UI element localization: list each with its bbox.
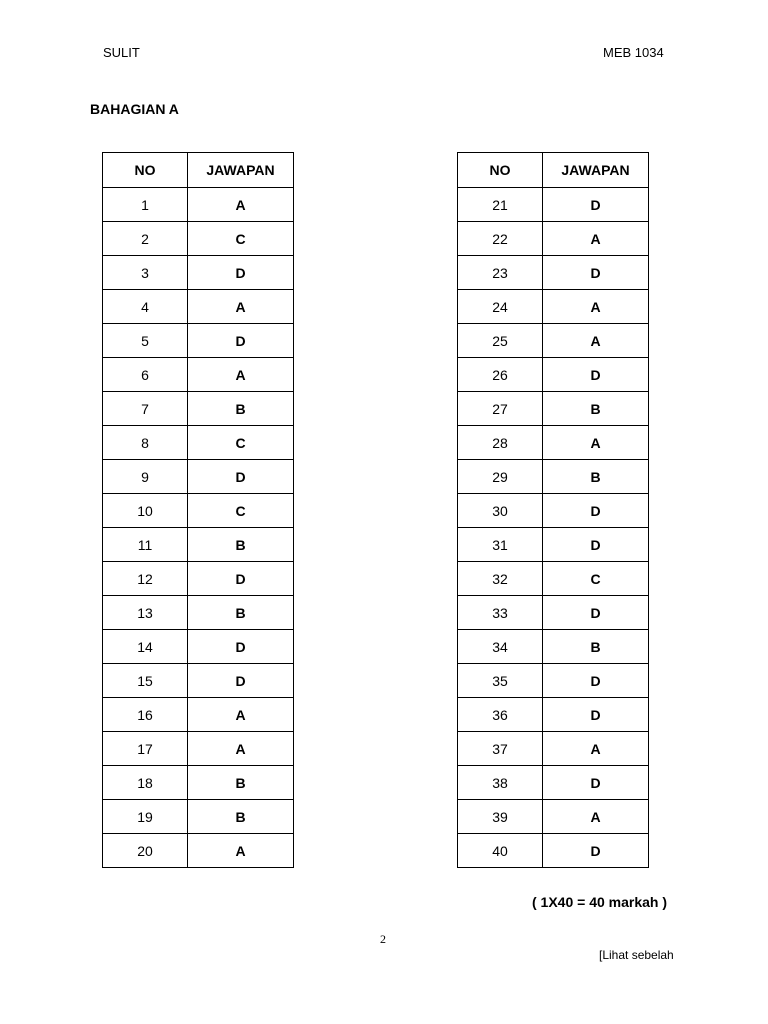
question-number: 28	[458, 426, 543, 460]
question-number: 11	[103, 528, 188, 562]
answer-letter: A	[543, 800, 649, 834]
question-number: 25	[458, 324, 543, 358]
answer-letter: C	[543, 562, 649, 596]
column-header-answer: JAWAPAN	[188, 153, 294, 188]
question-number: 10	[103, 494, 188, 528]
table-row	[458, 732, 649, 766]
answer-letter: B	[543, 392, 649, 426]
question-number: 5	[103, 324, 188, 358]
question-number: 22	[458, 222, 543, 256]
answer-letter: D	[188, 562, 294, 596]
question-number: 38	[458, 766, 543, 800]
answer-letter: A	[543, 290, 649, 324]
answer-letter: C	[188, 494, 294, 528]
table-row	[103, 562, 294, 596]
question-number: 26	[458, 358, 543, 392]
table-row	[103, 324, 294, 358]
table-row	[103, 698, 294, 732]
table-row	[458, 664, 649, 698]
question-number: 36	[458, 698, 543, 732]
table-row	[458, 324, 649, 358]
table-row	[103, 222, 294, 256]
table-row	[103, 256, 294, 290]
question-number: 7	[103, 392, 188, 426]
question-number: 24	[458, 290, 543, 324]
question-number: 3	[103, 256, 188, 290]
table-row	[103, 290, 294, 324]
answer-letter: A	[543, 222, 649, 256]
question-number: 2	[103, 222, 188, 256]
answer-letter: C	[188, 222, 294, 256]
header-sulit: SULIT	[103, 45, 140, 60]
answer-table-right	[457, 152, 649, 868]
question-number: 39	[458, 800, 543, 834]
table-row	[103, 732, 294, 766]
question-number: 17	[103, 732, 188, 766]
question-number: 4	[103, 290, 188, 324]
table-row	[103, 188, 294, 222]
answer-table-left	[102, 152, 294, 868]
question-number: 8	[103, 426, 188, 460]
table-row	[458, 596, 649, 630]
table-row	[103, 494, 294, 528]
answer-letter: B	[188, 596, 294, 630]
question-number: 6	[103, 358, 188, 392]
answer-letter: A	[188, 834, 294, 868]
table-row	[103, 596, 294, 630]
question-number: 32	[458, 562, 543, 596]
table-row	[103, 392, 294, 426]
answer-letter: D	[188, 664, 294, 698]
answer-letter: D	[543, 596, 649, 630]
answer-letter: D	[543, 188, 649, 222]
table-header-row	[458, 153, 649, 188]
answer-letter: A	[188, 732, 294, 766]
answer-letter: B	[188, 392, 294, 426]
table-row	[458, 256, 649, 290]
table-row	[458, 630, 649, 664]
table-row	[458, 562, 649, 596]
answer-letter: A	[543, 324, 649, 358]
section-title: BAHAGIAN A	[90, 101, 179, 117]
answer-letter: A	[188, 698, 294, 732]
answer-letter: D	[543, 494, 649, 528]
question-number: 14	[103, 630, 188, 664]
answer-letter: D	[543, 358, 649, 392]
table-row	[103, 766, 294, 800]
table-row	[458, 698, 649, 732]
answer-letter: A	[188, 188, 294, 222]
answer-letter: D	[543, 698, 649, 732]
answer-letter: B	[543, 630, 649, 664]
question-number: 1	[103, 188, 188, 222]
table-row	[458, 188, 649, 222]
table-row	[103, 426, 294, 460]
question-number: 37	[458, 732, 543, 766]
question-number: 27	[458, 392, 543, 426]
question-number: 30	[458, 494, 543, 528]
question-number: 9	[103, 460, 188, 494]
answer-letter: C	[188, 426, 294, 460]
question-number: 19	[103, 800, 188, 834]
footer-turn-page: [Lihat sebelah	[599, 948, 674, 962]
table-row	[458, 222, 649, 256]
answer-letter: D	[188, 256, 294, 290]
table-row	[103, 664, 294, 698]
table-row	[458, 834, 649, 868]
table-row	[458, 290, 649, 324]
answer-letter: A	[188, 290, 294, 324]
answer-letter: D	[188, 630, 294, 664]
answer-letter: D	[543, 528, 649, 562]
answer-letter: A	[543, 426, 649, 460]
table-row	[103, 834, 294, 868]
table-row	[103, 528, 294, 562]
table-row	[458, 528, 649, 562]
table-row	[458, 426, 649, 460]
question-number: 12	[103, 562, 188, 596]
question-number: 33	[458, 596, 543, 630]
header-code: MEB 1034	[603, 45, 664, 60]
question-number: 13	[103, 596, 188, 630]
answer-letter: D	[188, 324, 294, 358]
question-number: 21	[458, 188, 543, 222]
question-number: 29	[458, 460, 543, 494]
table-row	[458, 766, 649, 800]
table-row	[103, 460, 294, 494]
question-number: 34	[458, 630, 543, 664]
table-row	[458, 460, 649, 494]
answer-letter: D	[188, 460, 294, 494]
column-header-no: NO	[103, 153, 188, 188]
answer-letter: A	[543, 732, 649, 766]
marks-note: ( 1X40 = 40 markah )	[532, 894, 668, 910]
answer-letter: B	[188, 800, 294, 834]
question-number: 18	[103, 766, 188, 800]
column-header-answer: JAWAPAN	[543, 153, 649, 188]
table-row	[458, 800, 649, 834]
question-number: 15	[103, 664, 188, 698]
table-row	[458, 358, 649, 392]
table-row	[458, 392, 649, 426]
answer-letter: B	[543, 460, 649, 494]
answer-letter: B	[188, 528, 294, 562]
table-row	[103, 630, 294, 664]
question-number: 40	[458, 834, 543, 868]
question-number: 31	[458, 528, 543, 562]
question-number: 20	[103, 834, 188, 868]
question-number: 16	[103, 698, 188, 732]
answer-letter: D	[543, 664, 649, 698]
question-number: 23	[458, 256, 543, 290]
column-header-no: NO	[458, 153, 543, 188]
question-number: 35	[458, 664, 543, 698]
table-row	[458, 494, 649, 528]
page-number: 2	[380, 932, 386, 946]
answer-letter: D	[543, 256, 649, 290]
table-header-row	[103, 153, 294, 188]
answer-letter: D	[543, 766, 649, 800]
table-row	[103, 358, 294, 392]
table-row	[103, 800, 294, 834]
answer-letter: D	[543, 834, 649, 868]
answer-letter: B	[188, 766, 294, 800]
answer-letter: A	[188, 358, 294, 392]
